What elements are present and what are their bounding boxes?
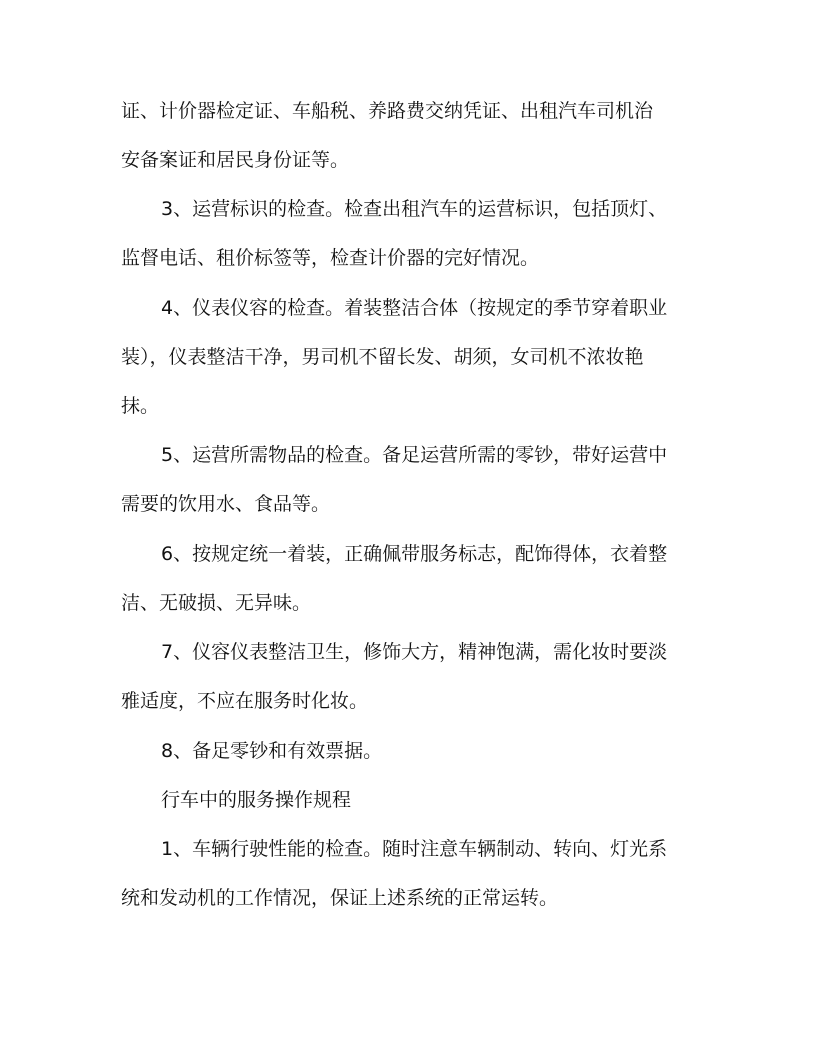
paragraph-line: 8、备足零钞和有效票据。: [161, 740, 383, 762]
paragraph-line: 1、车辆行驶性能的检查。随时注意车辆制动、转向、灯光系: [161, 838, 668, 860]
paragraph-line: 雅适度，不应在服务时化妆。: [121, 690, 369, 712]
paragraph-line: 4、仪表仪容的检查。着装整洁合体（按规定的季节穿着职业: [161, 297, 668, 319]
paragraph-line: 5、运营所需物品的检查。备足运营所需的零钞，带好运营中: [161, 444, 668, 466]
paragraph-line: 3、运营标识的检查。检查出租汽车的运营标识，包括顶灯、: [161, 198, 668, 220]
paragraph-line: 洁、无破损、无异味。: [121, 592, 312, 614]
paragraph-line: 6、按规定统一着装，正确佩带服务标志，配饰得体，衣着整: [161, 543, 668, 565]
paragraph-line: 证、计价器检定证、车船税、养路费交纳凭证、出租汽车司机治: [121, 100, 654, 122]
section-heading: 行车中的服务操作规程: [161, 789, 352, 811]
paragraph-line: 抹。: [121, 395, 160, 417]
paragraph-line: 7、仪容仪表整洁卫生，修饰大方，精神饱满，需化妆时要淡: [161, 641, 668, 663]
paragraph-line: 安备案证和居民身份证等。: [121, 149, 350, 171]
paragraph-line: 需要的饮用水、食品等。: [121, 493, 331, 515]
paragraph-line: 监督电话、租价标签等，检查计价器的完好情况。: [121, 247, 540, 269]
paragraph-line: 统和发动机的工作情况，保证上述系统的正常运转。: [121, 887, 559, 909]
paragraph-line: 装），仪表整洁干净，男司机不留长发、胡须，女司机不浓妆艳: [121, 346, 644, 368]
